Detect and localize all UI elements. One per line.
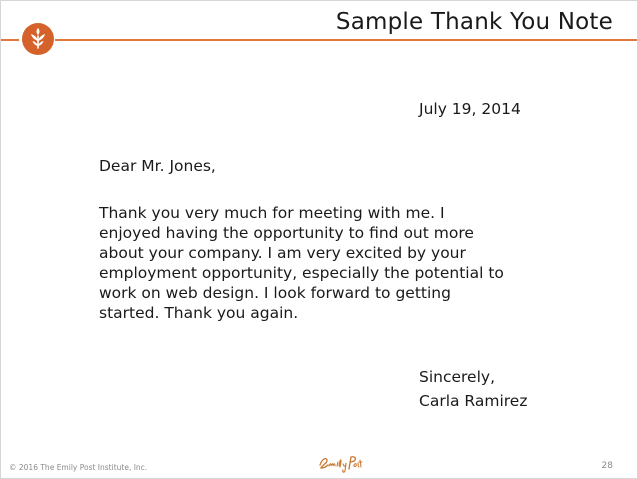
letter-closing: Sincerely, [419, 368, 496, 386]
letter-body-line: employment opportunity, especially the potential to [99, 264, 504, 282]
page-number: 28 [601, 461, 613, 471]
letter-date: July 19, 2014 [419, 100, 521, 118]
letter-body-line: enjoyed having the opportunity to find out more [99, 224, 474, 242]
letter-signer: Carla Ramirez [419, 392, 528, 410]
letter-body [99, 203, 579, 323]
letter-body-line: started. Thank you again. [99, 304, 299, 322]
header-rule-right [55, 39, 637, 41]
letter-body-line: Thank you very much for meeting with me. I [99, 204, 445, 222]
letter-salutation: Dear Mr. Jones, [99, 157, 216, 175]
emily-post-signature-graphic [316, 451, 364, 475]
letter-body-line: about your company. I am very excited by your [99, 244, 466, 262]
header-rule-left [1, 39, 19, 41]
page-title: Sample Thank You Note [335, 9, 613, 35]
emily-post-signature-logo [316, 451, 364, 475]
letter-body-line: work on web design. I look forward to getting [99, 284, 451, 302]
sprout-leaf-icon-graphic [22, 23, 54, 55]
footer-copyright: © 2016 The Emily Post Institute, Inc. [9, 463, 148, 472]
sprout-leaf-icon [22, 23, 54, 55]
